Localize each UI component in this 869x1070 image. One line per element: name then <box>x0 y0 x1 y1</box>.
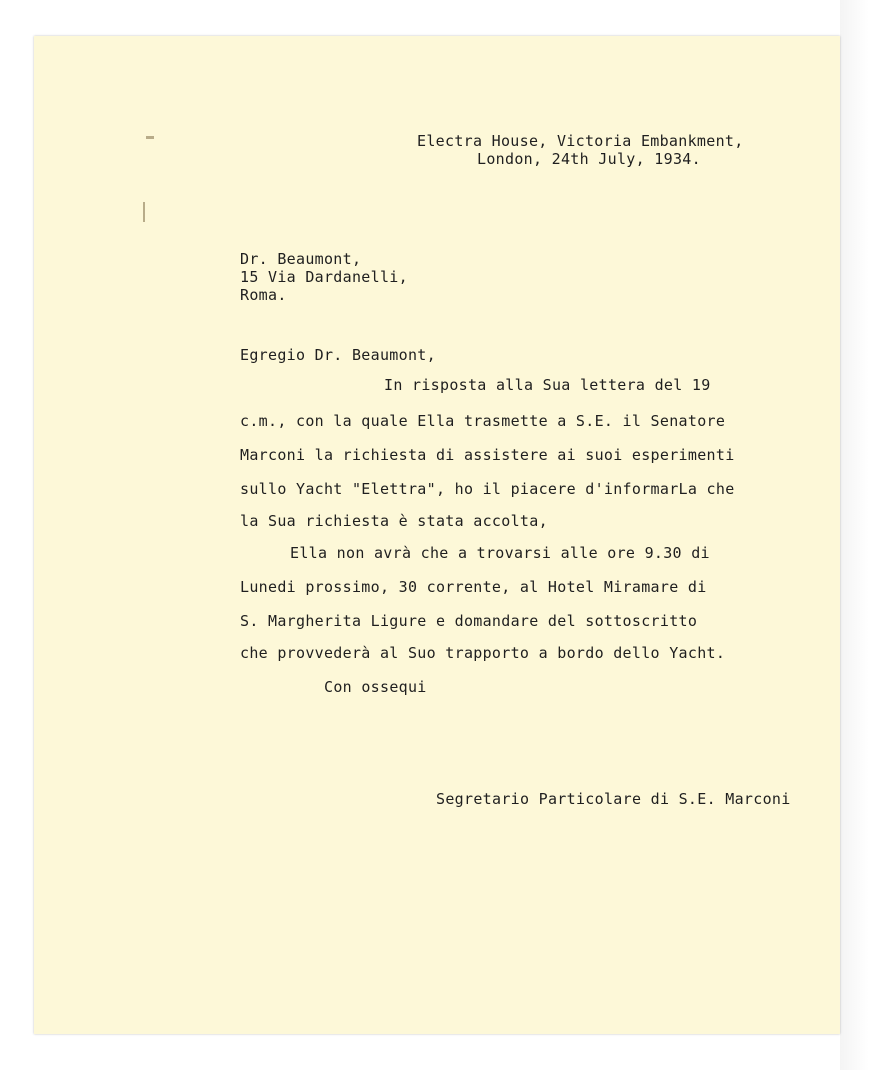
closing: Con ossequi <box>324 678 427 696</box>
recipient-street: 15 Via Dardanelli, <box>240 268 408 286</box>
paragraph-2-line-2: Lunedi prossimo, 30 corrente, al Hotel Miramare di <box>240 578 707 596</box>
letter-sheet <box>34 36 840 1034</box>
paragraph-1-line-3: Marconi la richiesta di assistere ai suoi esperimenti <box>240 446 735 464</box>
scan-background-edge <box>840 0 869 1070</box>
paragraph-2-line-1: Ella non avrà che a trovarsi alle ore 9.30 di <box>290 544 710 562</box>
paragraph-1-line-2: c.m., con la quale Ella trasmette a S.E. il Senatore <box>240 412 726 430</box>
recipient-name: Dr. Beaumont, <box>240 250 362 268</box>
paragraph-2-line-4: che provvederà al Suo trapporto a bordo dello Yacht. <box>240 644 726 662</box>
paragraph-1-line-1: In risposta alla Sua lettera del 19 <box>384 376 711 394</box>
sender-address-line-2: London, 24th July, 1934. <box>477 150 701 168</box>
paragraph-2-line-3: S. Margherita Ligure e domandare del sottoscritto <box>240 612 698 630</box>
paragraph-1-line-5: la Sua richiesta è stata accolta, <box>240 512 548 530</box>
recipient-city: Roma. <box>240 286 287 304</box>
signature: Segretario Particolare di S.E. Marconi <box>436 790 791 808</box>
paper-mark <box>143 202 145 222</box>
sender-address-line-1: Electra House, Victoria Embankment, <box>417 132 744 150</box>
paragraph-1-line-4: sullo Yacht "Elettra", ho il piacere d'informarLa che <box>240 480 735 498</box>
salutation: Egregio Dr. Beaumont, <box>240 346 436 364</box>
paper-mark <box>146 136 154 139</box>
